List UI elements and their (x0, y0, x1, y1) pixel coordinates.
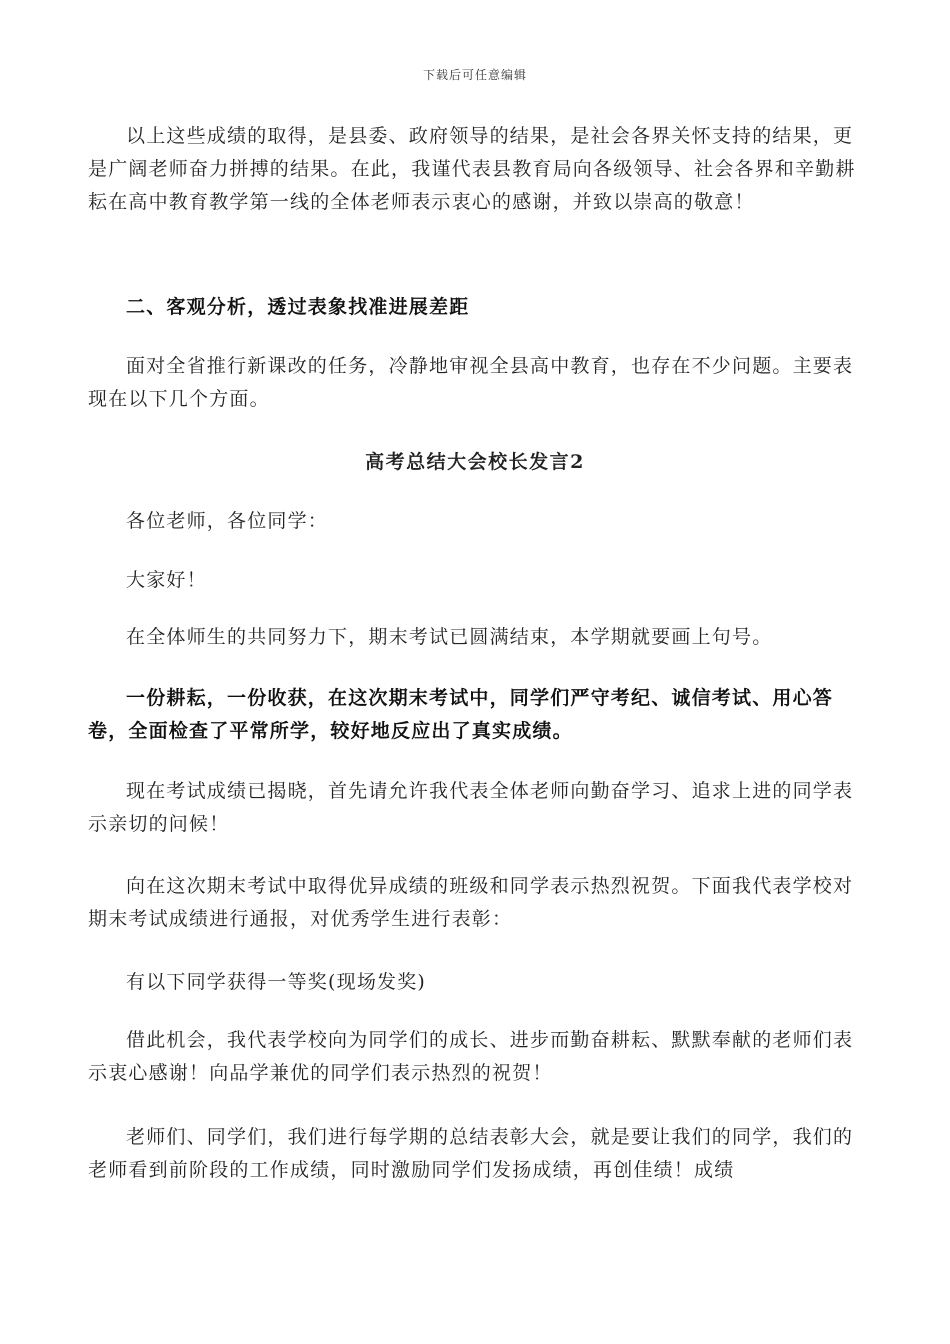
paragraph-harvest: 一份耕耘，一份收获，在这次期末考试中，同学们严守考纪、诚信考试、用心答卷，全面检查了平常所学，较好地反应出了真实成绩。 (88, 687, 834, 742)
paragraph-problems: 面对全省推行新课改的任务，冷静地审视全县高中教育，也存在不少问题。主要表现在以下几个方面。 (88, 355, 854, 410)
paragraph-greetings-students: 现在考试成绩已揭晓，首先请允许我代表全体老师向勤奋学习、追求上进的同学表示亲切的问候！ (88, 780, 854, 835)
paragraph-summary-meeting: 老师们、同学们，我们进行每学期的总结表彰大会，就是要让我们的同学，我们的老师看到前阶段的工作成绩，同时激励同学们发扬成绩，再创佳绩！成绩 (88, 1126, 854, 1181)
paragraph-congratulations: 向在这次期末考试中取得优异成绩的班级和同学表示热烈祝贺。下面我代表学校对期末考试成绩进行通报，对优秀学生进行表彰： (88, 875, 854, 930)
speech-title: 高考总结大会校长发言2 (365, 451, 585, 473)
paragraph-first-prize: 有以下同学获得一等奖(现场发奖) (126, 971, 427, 993)
paragraph-thanks-teachers: 借此机会，我代表学校向为同学们的成长、进步而勤奋耕耘、默默奉献的老师们表示衷心感谢！向品学兼优的同学们表示热烈的祝贺！ (88, 1029, 854, 1084)
section-heading: 二、客观分析，透过表象找准进展差距 (126, 296, 470, 318)
paragraph-thanks: 以上这些成绩的取得，是县委、政府领导的结果，是社会各界关怀支持的结果，更是广阔老师奋力拼搏的结果。在此，我谨代表县教育局向各级领导、社会各界和辛勤耕耘在高中教育教学第一线的全体老师表示衷心的感谢，并致以崇高的敬意！ (88, 125, 856, 213)
paragraph-exam-ended: 在全体师生的共同努力下，期末考试已圆满结束，本学期就要画上句号。 (126, 626, 773, 648)
paragraph-hello: 大家好！ (126, 569, 207, 591)
paragraph-greeting: 各位老师，各位同学： (126, 510, 329, 532)
page-header: 下载后可任意编辑 (422, 68, 527, 82)
